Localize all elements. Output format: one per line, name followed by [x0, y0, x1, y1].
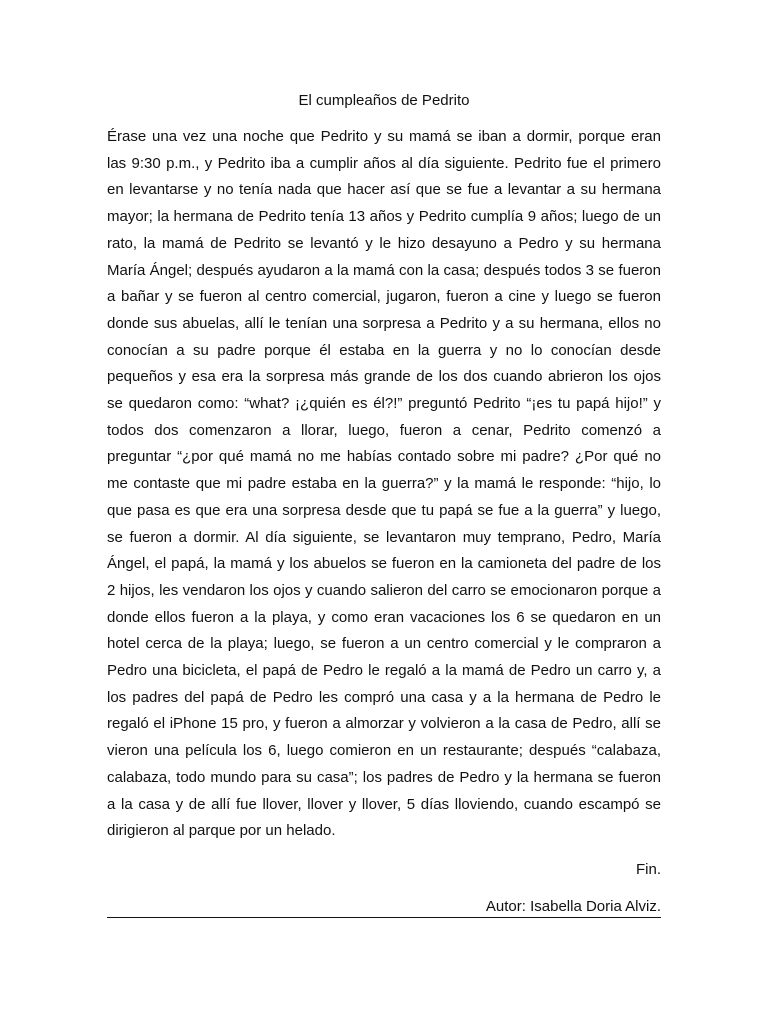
- paragraph-line: a bañar y se fueron al centro comercial, jugaron, fueron a cine y luego se fueron: [107, 288, 661, 306]
- paragraph-line: las 9:30 p.m., y Pedrito iba a cumplir años al día siguiente. Pedrito fue el primero: [107, 154, 661, 172]
- paragraph-line: Ángel, el papá, la mamá y los abuelos se fueron en la camioneta del padre de los: [107, 555, 661, 573]
- paragraph-line: a la casa y de allí fue llover, llover y llover, 5 días lloviendo, cuando escampó se: [107, 795, 661, 813]
- paragraph-line: 2 hijos, les vendaron los ojos y cuando salieron del carro se emocionaron porque a: [107, 581, 661, 599]
- paragraph-line: pequeños y esa era la sorpresa más grande de los dos cuando abrieron los ojos: [107, 368, 661, 386]
- paragraph-line: donde ellos fueron a la playa, y como eran vacaciones los 6 se quedaron en un: [107, 608, 661, 626]
- paragraph-line: María Ángel; después ayudaron a la mamá con la casa; después todos 3 se fueron: [107, 261, 661, 279]
- paragraph-line: Érase una vez una noche que Pedrito y su mamá se iban a dormir, porque eran: [107, 128, 661, 145]
- paragraph-line: los padres del papá de Pedro les compró una casa y a la hermana de Pedro le: [107, 688, 661, 706]
- paragraph-line: conocían a su padre porque él estaba en la guerra y no lo conocían desde: [107, 341, 661, 359]
- paragraph-line: hotel cerca de la playa; luego, se fueron a un centro comercial y le compraron a: [107, 635, 661, 653]
- author-credit: Autor: Isabella Doria Alviz.: [485, 898, 661, 915]
- paragraph-line: mayor; la hermana de Pedrito tenía 13 años y Pedrito cumplía 9 años; luego de un: [107, 208, 661, 226]
- paragraph-line: se fueron a dormir. Al día siguiente, se levantaron muy temprano, Pedro, María: [107, 528, 661, 546]
- story-paragraph: [107, 124, 661, 845]
- document-title: El cumpleaños de Pedrito: [298, 92, 470, 109]
- paragraph-line: que pasa es que era una sorpresa desde que tu papá se fue a la guerra” y luego,: [107, 501, 661, 519]
- paragraph-line: me contaste que mi padre estaba en la guerra?” y la mamá le responde: “hijo, lo: [107, 475, 661, 493]
- paragraph-line: donde sus abuelas, allí le tenían una sorpresa a Pedrito y a su hermana, ellos no: [107, 314, 661, 332]
- paragraph-line: dirigieron al parque por un helado.: [107, 822, 336, 840]
- closing-text: Fin.: [635, 861, 661, 878]
- paragraph-line: se quedaron como: “what? ¡¿quién es él?!” preguntó Pedrito “¡es tu papá hijo!” y: [107, 395, 661, 413]
- paragraph-line: vieron una película los 6, luego comieron en un restaurante; después “calabaza,: [107, 742, 661, 760]
- paragraph-line: preguntar “¿por qué mamá no me habías contado sobre mi padre? ¿Por qué no: [107, 448, 661, 466]
- paragraph-line: Pedro una bicicleta, el papá de Pedro le regaló a la mamá de Pedro un carro y, a: [107, 662, 661, 680]
- signature-rule: [107, 917, 661, 918]
- paragraph-line: regaló el iPhone 15 pro, y fueron a almorzar y volvieron a la casa de Pedro, allí se: [107, 715, 661, 733]
- paragraph-line: rato, la mamá de Pedrito se levantó y le hizo desayuno a Pedro y su hermana: [107, 234, 661, 252]
- paragraph-line: calabaza, todo mundo para su casa”; los padres de Pedro y la hermana se fueron: [107, 768, 661, 786]
- paragraph-line: en levantarse y no tenía nada que hacer así que se fue a levantar a su hermana: [107, 181, 661, 199]
- paragraph-line: todos dos comenzaron a llorar, luego, fueron a cenar, Pedrito comenzó a: [107, 421, 661, 439]
